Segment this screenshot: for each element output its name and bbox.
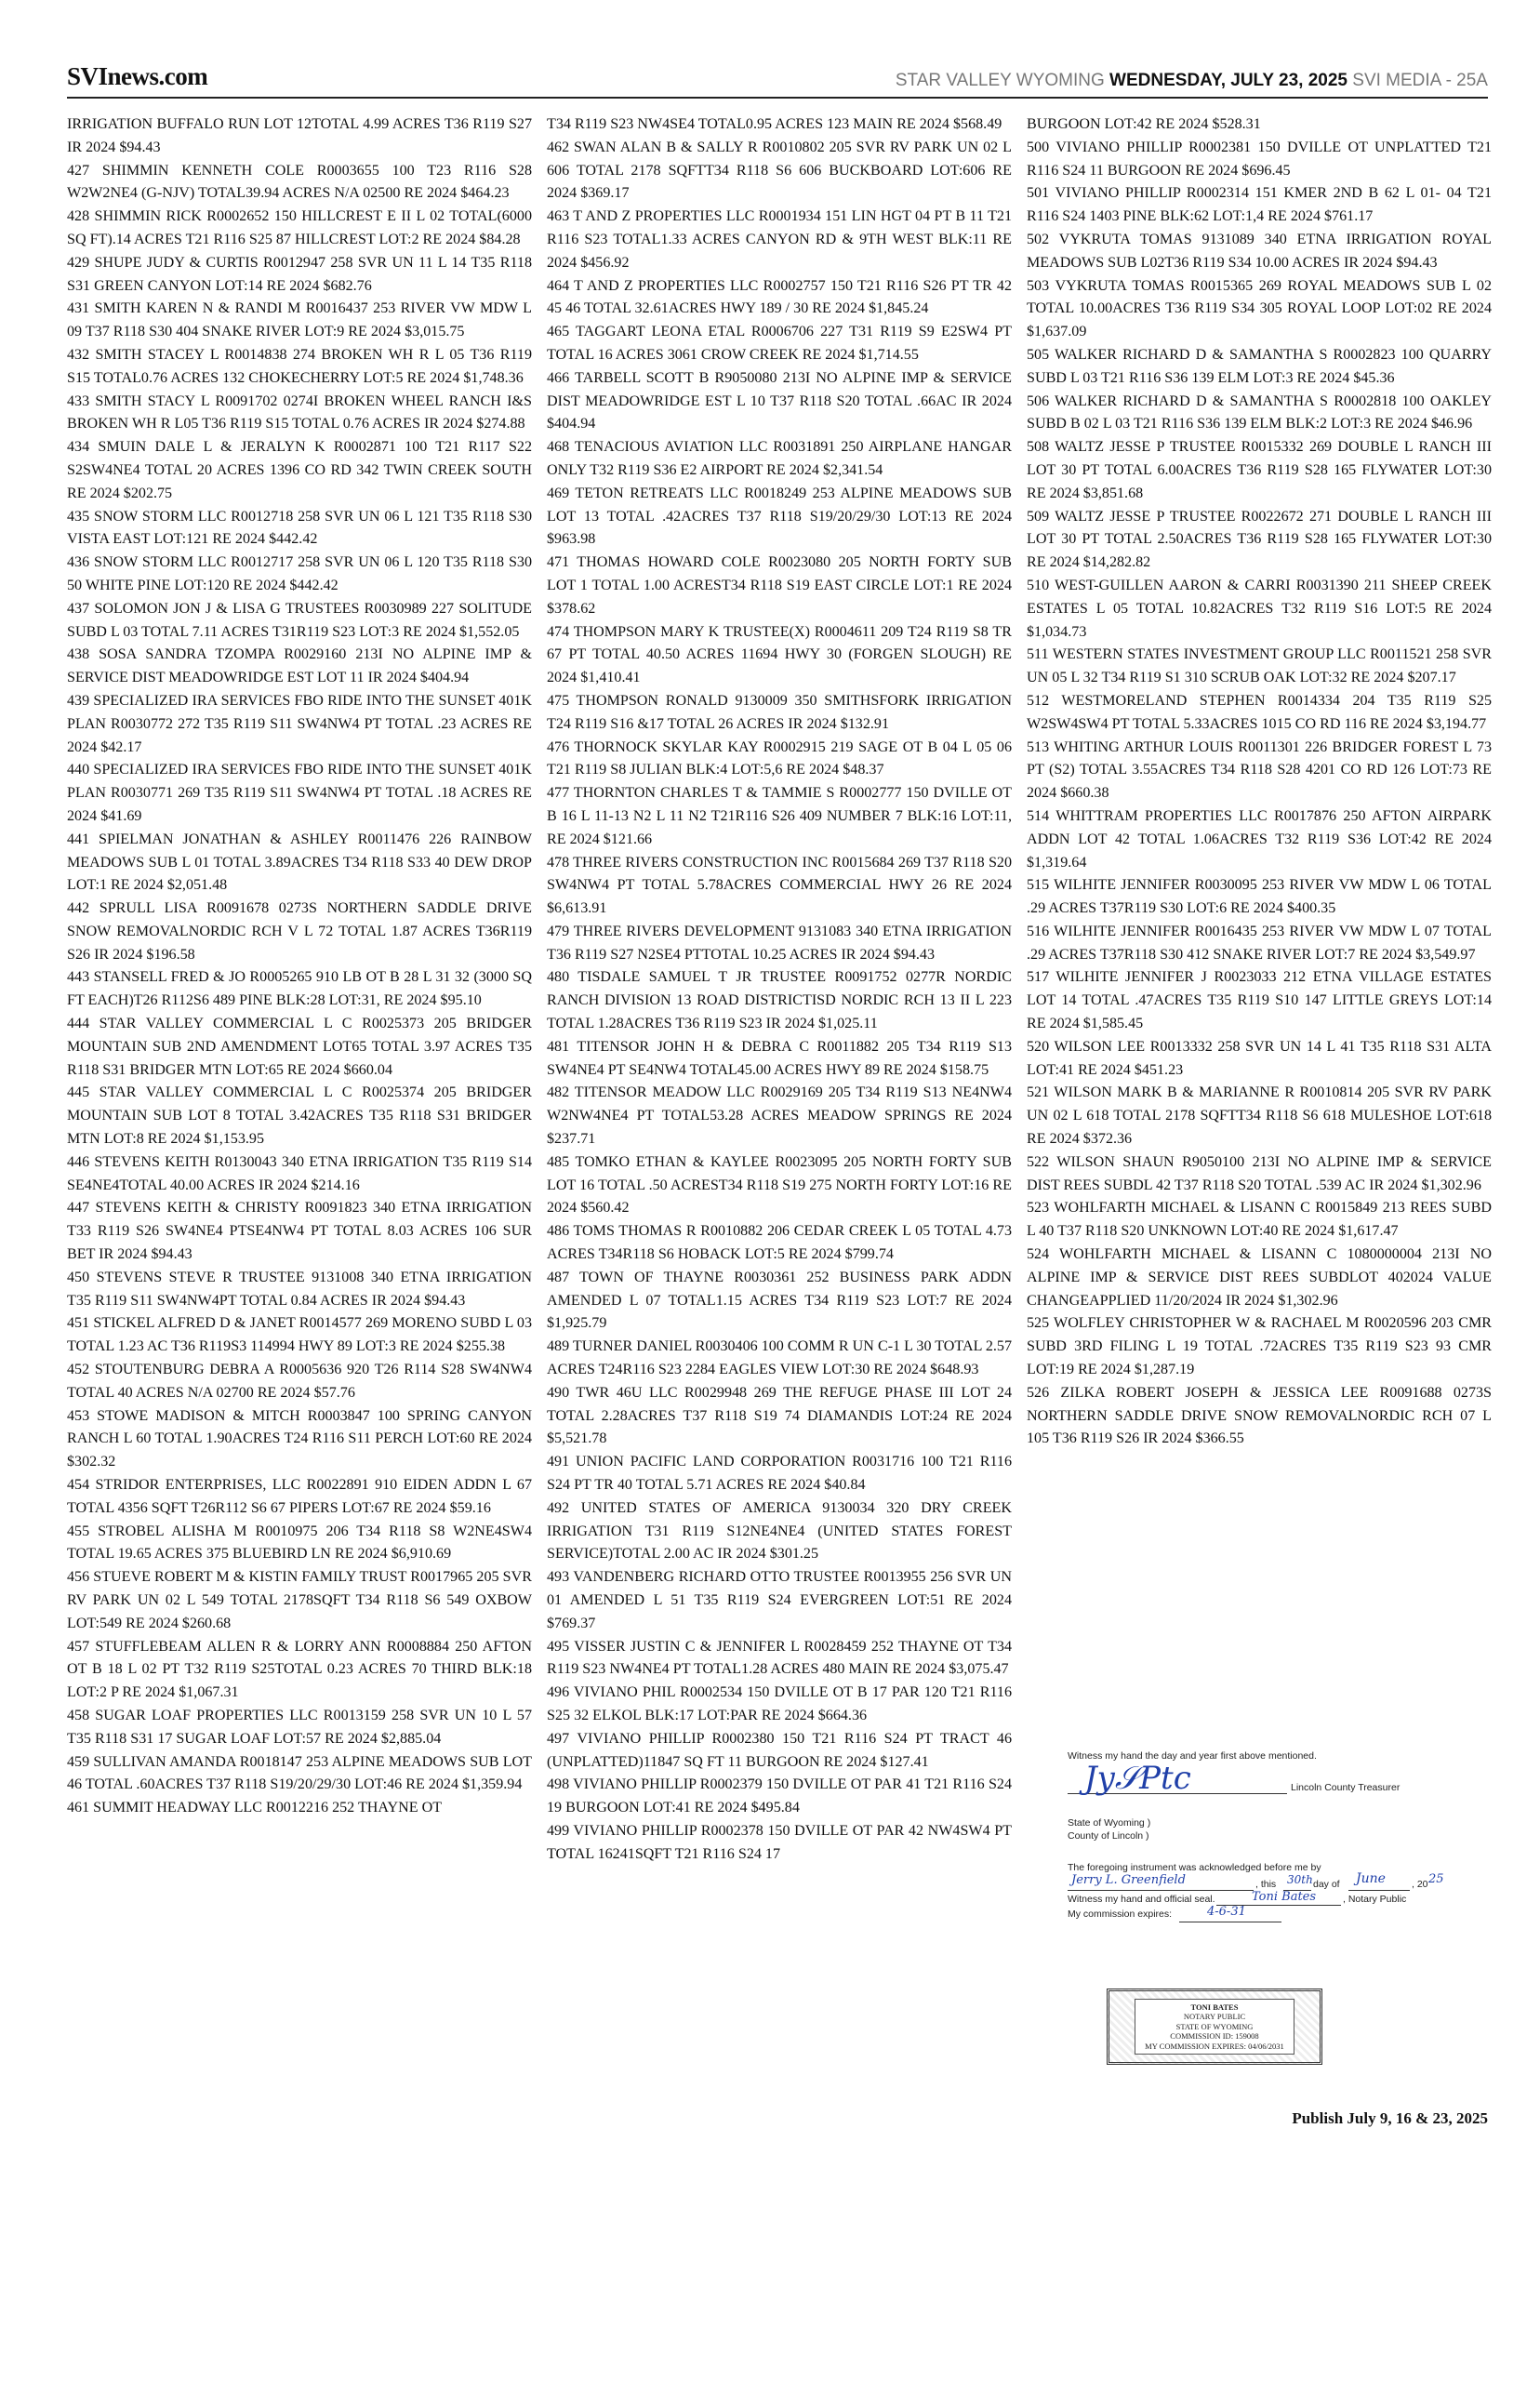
legal-notice-entry: 503 VYKRUTA TOMAS R0015365 269 ROYAL MEADOWS SUB L 02 TOTAL 10.00ACRES T36 R119 S34 305 ROYAL LOOP LOT:02 RE 2024 $1,637.09 — [1027, 277, 1492, 340]
legal-notice-entry: 441 SPIELMAN JONATHAN & ASHLEY R0011476 226 RAINBOW MEADOWS SUB L 01 TOTAL 3.89ACRES T34 R118 S33 40 DEW DROP LOT:1 RE 2024 $2,051.48 — [67, 831, 532, 894]
section-name: STAR VALLEY WYOMING — [895, 71, 1105, 90]
legal-notice-entry: 477 THORNTON CHARLES T & TAMMIE S R0002777 150 DVILLE OT B 16 L 11-13 N2 L 11 N2 T21R116 S26 409 NUMBER 7 BLK:16 LOT:11, RE 2024 $121.66 — [547, 785, 1012, 847]
page-folio — [896, 71, 1488, 91]
legal-notice-entry: 454 STRIDOR ENTERPRISES, LLC R0022891 910 EIDEN ADDN L 67 TOTAL 4356 SQFT T26R112 S6 67 PIPERS LOT:67 RE 2024 $59.16 — [67, 1477, 532, 1516]
notary-stamp — [1107, 1989, 1322, 2065]
legal-notice-entry: 487 TOWN OF THAYNE R0030361 252 BUSINESS PARK ADDN AMENDED L 07 TOTAL1.15 ACRES T34 R119 S23 LOT:7 RE 2024 $1,925.79 — [547, 1269, 1012, 1332]
legal-notice-entry: 478 THREE RIVERS CONSTRUCTION INC R0015684 269 T37 R118 S20 SW4NW4 PT TOTAL 5.78ACRES COMMERCIAL HWY 26 RE 2024 $6,613.91 — [547, 854, 1012, 917]
legal-notice-entry: 517 WILHITE JENNIFER J R0023033 212 ETNA VILLAGE ESTATES LOT 14 TOTAL .47ACRES T35 R119 S10 147 LITTLE GREYS LOT:14 RE 2024 $1,585.45 — [1027, 969, 1492, 1032]
legal-notice-entry: 500 VIVIANO PHILLIP R0002381 150 DVILLE OT UNPLATTED T21 R116 S24 11 BURGOON RE 2024 $696.45 — [1027, 139, 1492, 179]
county-line: County of Lincoln ) — [1068, 1830, 1149, 1842]
year-prefix: , 20 — [1412, 1879, 1428, 1890]
legal-notice-entry: 493 VANDENBERG RICHARD OTTO TRUSTEE R0013955 256 SVR UN 01 AMENDED L 51 T35 R119 S24 EVERGREEN LOT:51 RE 2024 $769.37 — [547, 1569, 1012, 1631]
legal-notice-entry: 458 SUGAR LOAF PROPERTIES LLC R0013159 258 SVR UN 10 L 57 T35 R118 S31 17 SUGAR LOAF LOT:57 RE 2024 $2,885.04 — [67, 1707, 532, 1747]
legal-notice-entry: 505 WALKER RICHARD D & SAMANTHA S R0002823 100 QUARRY SUBD L 03 T21 R116 S36 139 ELM LOT:3 RE 2024 $45.36 — [1027, 346, 1492, 386]
stamp-id: COMMISSION ID: 159008 — [1170, 2031, 1259, 2042]
legal-column-3 — [1027, 113, 1492, 1732]
legal-notice-entry: 446 STEVENS KEITH R0130043 340 ETNA IRRIGATION T35 R119 S14 SE4NE4TOTAL 40.00 ACRES IR 2024 $214.16 — [67, 1153, 532, 1193]
legal-notice-entry: 502 VYKRUTA TOMAS 9131089 340 ETNA IRRIGATION ROYAL MEADOWS SUB L02T36 R119 S34 10.00 ACRES IR 2024 $94.43 — [1027, 231, 1492, 271]
legal-column-2 — [547, 113, 1012, 2350]
legal-notice-entry: 450 STEVENS STEVE R TRUSTEE 9131008 340 ETNA IRRIGATION T35 R119 S11 SW4NW4PT TOTAL 0.84 ACRES IR 2024 $94.43 — [67, 1269, 532, 1309]
legal-notice-entry: 508 WALTZ JESSE P TRUSTEE R0015332 269 DOUBLE L RANCH III LOT 30 PT TOTAL 6.00ACRES T36 R119 S28 165 FLYWATER LOT:30 RE 2024 $3,851.68 — [1027, 439, 1492, 501]
legal-notice-entry: 475 THOMPSON RONALD 9130009 350 SMITHSFORK IRRIGATION T24 R119 S16 &17 TOTAL 26 ACRES IR 2024 $132.91 — [547, 692, 1012, 732]
this-label: , this — [1255, 1879, 1277, 1890]
legal-notice-entry: 486 TOMS THOMAS R R0010882 206 CEDAR CREEK L 05 TOTAL 4.73 ACRES T34R118 S6 HOBACK LOT:5 RE 2024 $799.74 — [547, 1223, 1012, 1263]
legal-notice-entry: 526 ZILKA ROBERT JOSEPH & JESSICA LEE R0091688 0273S NORTHERN SADDLE DRIVE SNOW REMOVALNORDIC RCH 07 L 105 T36 R119 S26 IR 2024 $366.55 — [1027, 1384, 1492, 1447]
legal-notice-entry: 480 TISDALE SAMUEL T JR TRUSTEE R0091752 0277R NORDIC RANCH DIVISION 13 ROAD DISTRICTISD NORDIC RCH 13 II L 223 TOTAL 1.28ACRES T36 R119 S23 IR 2024 $1,025.11 — [547, 969, 1012, 1032]
legal-notice-entry: 438 SOSA SANDRA TZOMPA R0029160 213I NO ALPINE IMP & SERVICE DIST MEADOWRIDGE EST LOT 11 IR 2024 $404.94 — [67, 646, 532, 686]
legal-notice-entry: 443 STANSELL FRED & JO R0005265 910 LB OT B 28 L 31 32 (3000 SQ FT EACH)T26 R112S6 489 PINE BLK:28 LOT:31, RE 2024 $95.10 — [67, 969, 532, 1009]
notary-signature: Toni Bates — [1252, 1890, 1317, 1904]
issue-date: WEDNESDAY, JULY 23, 2025 — [1109, 71, 1348, 90]
day-of-label: day of — [1313, 1879, 1340, 1890]
legal-notice-entry: 511 WESTERN STATES INVESTMENT GROUP LLC R0011521 258 SVR UN 05 L 32 T34 R119 S1 310 SCRUB OAK LOT:32 RE 2024 $207.17 — [1027, 646, 1492, 686]
legal-notice-entry: 453 STOWE MADISON & MITCH R0003847 100 SPRING CANYON RANCH L 60 TOTAL 1.90ACRES T24 R116 S11 PERCH LOT:60 RE 2024 $302.32 — [67, 1407, 532, 1470]
legal-notice-entry: 485 TOMKO ETHAN & KAYLEE R0023095 205 NORTH FORTY SUB LOT 16 TOTAL .50 ACREST34 R118 S19 275 NORTH FORTY LOT:16 RE 2024 $560.42 — [547, 1153, 1012, 1217]
header-rule — [67, 97, 1488, 99]
legal-notice-entry: 515 WILHITE JENNIFER R0030095 253 RIVER VW MDW L 06 TOTAL .29 ACRES T37R119 S30 LOT:6 RE 2024 $400.35 — [1027, 877, 1492, 917]
legal-notice-entry: 444 STAR VALLEY COMMERCIAL L C R0025373 205 BRIDGER MOUNTAIN SUB 2ND AMENDMENT LOT65 TOTAL 3.97 ACRES T35 R118 S31 BRIDGER MTN LOT:65 RE 2024 $660.04 — [67, 1016, 532, 1078]
commission-expires: 4-6-31 — [1207, 1905, 1246, 1919]
legal-notice-entry: 491 UNION PACIFIC LAND CORPORATION R0031716 100 T21 R116 S24 PT TR 40 TOTAL 5.71 ACRES RE 2024 $40.84 — [547, 1454, 1012, 1494]
legal-notice-entry: 506 WALKER RICHARD D & SAMANTHA S R0002818 100 OAKLEY SUBD B 02 L 03 T21 R116 S36 139 ELM BLK:2 LOT:3 RE 2024 $46.96 — [1027, 392, 1492, 432]
legal-notice-entry: 481 TITENSOR JOHN H & DEBRA C R0011882 205 T34 R119 S13 SW4NE4 PT SE4NW4 TOTAL45.00 ACRES HWY 89 RE 2024 $158.75 — [547, 1038, 1012, 1078]
legal-notice-entry: 461 SUMMIT HEADWAY LLC R0012216 252 THAYNE OT — [67, 1800, 443, 1816]
legal-notice-entry: 455 STROBEL ALISHA M R0010975 206 T34 R118 S8 W2NE4SW4 TOTAL 19.65 ACRES 375 BLUEBIRD LN RE 2024 $6,910.69 — [67, 1523, 532, 1563]
legal-notice-entry: 495 VISSER JUSTIN C & JENNIFER L R0028459 252 THAYNE OT T34 R119 S23 NW4NE4 PT TOTAL1.28 ACRES 480 MAIN RE 2024 $3,075.47 — [547, 1638, 1012, 1678]
legal-notice-entry: 442 SPRULL LISA R0091678 0273S NORTHERN SADDLE DRIVE SNOW REMOVALNORDIC RCH V L 72 TOTAL 1.87 ACRES T36R119 S26 IR 2024 $196.58 — [67, 900, 532, 963]
legal-notice-entry: 465 TAGGART LEONA ETAL R0006706 227 T31 R119 S9 E2SW4 PT TOTAL 16 ACRES 3061 CROW CREEK RE 2024 $1,714.55 — [547, 324, 1012, 363]
notary-block — [1068, 1750, 1467, 2095]
acknowledgment-line: The foregoing instrument was acknowledged before me by — [1068, 1862, 1321, 1873]
legal-notice-entry: 510 WEST-GUILLEN AARON & CARRI R0031390 211 SHEEP CREEK ESTATES L 05 TOTAL 10.82ACRES T32 R119 S16 LOT:5 RE 2024 $1,034.73 — [1027, 577, 1492, 640]
legal-notice-entry: 525 WOLFLEY CHRISTOPHER W & RACHAEL M R0020596 203 CMR SUBD 3RD FILING L 19 TOTAL .72ACRES T35 R119 S23 93 CMR LOT:19 RE 2024 $1,287.19 — [1027, 1315, 1492, 1378]
legal-notice-entry: 436 SNOW STORM LLC R0012717 258 SVR UN 06 L 120 T35 R118 S30 50 WHITE PINE LOT:120 RE 2024 $442.42 — [67, 554, 532, 593]
stamp-state: STATE OF WYOMING — [1175, 2021, 1254, 2031]
legal-notice-entry: 439 SPECIALIZED IRA SERVICES FBO RIDE INTO THE SUNSET 401K PLAN R0030772 272 T35 R119 S11 SW4NW4 PT TOTAL .23 ACRES RE 2024 $42.17 — [67, 692, 532, 755]
legal-notice-entry: 459 SULLIVAN AMANDA R0018147 253 ALPINE MEADOWS SUB LOT 46 TOTAL .60ACRES T37 R118 S19/20/29/30 LOT:46 RE 2024 $1,359.94 — [67, 1753, 532, 1793]
legal-notice-entry: 496 VIVIANO PHIL R0002534 150 DVILLE OT B 17 PAR 120 T21 R116 S25 32 ELKOL BLK:17 LOT:PAR RE 2024 $664.36 — [547, 1684, 1012, 1723]
month-line — [1348, 1890, 1410, 1891]
witness-seal-label: Witness my hand and official seal. — [1068, 1894, 1215, 1905]
acknowledger-name: Jerry L. Greenfield — [1071, 1873, 1186, 1887]
legal-notice-entry: 512 WESTMORELAND STEPHEN R0014334 204 T35 R119 S25 W2SW4SW4 PT TOTAL 5.33ACRES 1015 CO RD 116 RE 2024 $3,194.77 — [1027, 692, 1492, 732]
legal-notice-entry: IRRIGATION BUFFALO RUN LOT 12TOTAL 4.99 ACRES T36 R119 S27 IR 2024 $94.43 — [67, 116, 532, 155]
legal-notice-entry: 489 TURNER DANIEL R0030406 100 COMM R UN C-1 L 30 TOTAL 2.57 ACRES T24R116 S23 2284 EAGLES VIEW LOT:30 RE 2024 $648.93 — [547, 1338, 1012, 1378]
legal-notice-entry: T34 R119 S23 NW4SE4 TOTAL0.95 ACRES 123 MAIN RE 2024 $568.49 — [547, 116, 1002, 132]
legal-notice-entry: 468 TENACIOUS AVIATION LLC R0031891 250 AIRPLANE HANGAR ONLY T32 R119 S36 E2 AIRPORT RE 2024 $2,341.54 — [547, 439, 1012, 478]
legal-notice-entry: 447 STEVENS KEITH & CHRISTY R0091823 340 ETNA IRRIGATION T33 R119 S26 SW4NE4 PTSE4NW4 PT TOTAL 8.03 ACRES 106 SUR BET IR 2024 $94.43 — [67, 1200, 532, 1263]
commission-label: My commission expires: — [1068, 1909, 1173, 1920]
legal-notice-entry: 445 STAR VALLEY COMMERCIAL L C R0025374 205 BRIDGER MOUNTAIN SUB LOT 8 TOTAL 3.42ACRES T35 R118 S31 BRIDGER MTN LOT:8 RE 2024 $1,153.95 — [67, 1084, 532, 1148]
legal-notice-entry: 466 TARBELL SCOTT B R9050080 213I NO ALPINE IMP & SERVICE DIST MEADOWRIDGE EST L 10 T37 R118 S20 TOTAL .66AC IR 2024 $404.94 — [547, 369, 1012, 432]
stamp-expires: MY COMMISSION EXPIRES: 04/06/2031 — [1145, 2041, 1284, 2051]
legal-notice-entry: 451 STICKEL ALFRED D & JANET R0014577 269 MORENO SUBD L 03 TOTAL 1.23 AC T36 R119S3 114994 HWY 89 LOT:3 RE 2024 $255.38 — [67, 1315, 532, 1355]
legal-notice-entry: 479 THREE RIVERS DEVELOPMENT 9131083 340 ETNA IRRIGATION T36 R119 S27 N2SE4 PTTOTAL 10.25 ACRES IR 2024 $94.43 — [547, 923, 1012, 963]
legal-notice-entry: 492 UNITED STATES OF AMERICA 9130034 320 DRY CREEK IRRIGATION T31 R119 S12NE4NE4 (UNITED STATES FOREST SERVICE)TOTAL 2.00 AC IR 2024 $301.25 — [547, 1499, 1012, 1563]
legal-notice-entry: 490 TWR 46U LLC R0029948 269 THE REFUGE PHASE III LOT 24 TOTAL 2.28ACRES T37 R118 S19 74 DIAMANDIS LOT:24 RE 2024 $5,521.78 — [547, 1384, 1012, 1447]
legal-notice-entry: 482 TITENSOR MEADOW LLC R0029169 205 T34 R119 S13 NE4NW4 W2NW4NE4 PT TOTAL53.28 ACRES MEADOW SPRINGS RE 2024 $237.71 — [547, 1084, 1012, 1148]
legal-notice-entry: 456 STUEVE ROBERT M & KISTIN FAMILY TRUST R0017965 205 SVR RV PARK UN 02 L 549 TOTAL 2178SQFT T34 R118 S6 549 OXBOW LOT:549 RE 2024 $260.68 — [67, 1569, 532, 1631]
legal-notice-entry: 435 SNOW STORM LLC R0012718 258 SVR UN 06 L 121 T35 R118 S30 VISTA EAST LOT:121 RE 2024 $442.42 — [67, 508, 532, 548]
legal-notice-entry: 463 T AND Z PROPERTIES LLC R0001934 151 LIN HGT 04 PT B 11 T21 R116 S23 TOTAL1.33 ACRES CANYON RD & 9TH WEST BLK:11 RE 2024 $456.92 — [547, 208, 1012, 271]
legal-notice-entry: 462 SWAN ALAN B & SALLY R R0010802 205 SVR RV PARK UN 02 L 606 TOTAL 2178 SQFTT34 R118 S6 606 BUCKBOARD LOT:606 RE 2024 $369.17 — [547, 139, 1012, 202]
legal-notice-entry: 474 THOMPSON MARY K TRUSTEE(X) R0004611 209 T24 R119 S8 TR 67 PT TOTAL 40.50 ACRES 11694 HWY 30 (FORGEN SLOUGH) RE 2024 $1,410.41 — [547, 623, 1012, 686]
legal-notice-entry: 514 WHITTRAM PROPERTIES LLC R0017876 250 AFTON AIRPARK ADDN LOT 42 TOTAL 1.06ACRES T32 R119 S36 LOT:42 RE 2024 $1,319.64 — [1027, 807, 1492, 871]
legal-notice-entry: 437 SOLOMON JON J & LISA G TRUSTEES R0030989 227 SOLITUDE SUBD L 03 TOTAL 7.11 ACRES T31R119 S23 LOT:3 RE 2024 $1,552.05 — [67, 600, 532, 640]
legal-notice-entry: 523 WOHLFARTH MICHAEL & LISANN C R0015849 213 REES SUBD L 40 T37 R118 S20 UNKNOWN LOT:40 RE 2024 $1,617.47 — [1027, 1200, 1492, 1240]
legal-notice-entry: 429 SHUPE JUDY & CURTIS R0012947 258 SVR UN 11 L 14 T35 R118 S31 GREEN CANYON LOT:14 RE 2024 $682.76 — [67, 254, 532, 294]
legal-notice-entry: 520 WILSON LEE R0013332 258 SVR UN 14 L 41 T35 R118 S31 ALTA LOT:41 RE 2024 $451.23 — [1027, 1038, 1492, 1078]
legal-notice-entry: 509 WALTZ JESSE P TRUSTEE R0022672 271 DOUBLE L RANCH III LOT 30 PT TOTAL 2.50ACRES T36 R119 S28 165 FLYWATER LOT:30 RE 2024 $14,282.82 — [1027, 508, 1492, 571]
acknowledger-line — [1068, 1890, 1254, 1891]
legal-notice-entry: 469 TETON RETREATS LLC R0018249 253 ALPINE MEADOWS SUB LOT 13 TOTAL .42ACRES T37 R118 S19/20/29/30 LOT:13 RE 2024 $963.98 — [547, 485, 1012, 548]
ack-day: 30th — [1287, 1873, 1313, 1886]
legal-notice-entry: 471 THOMAS HOWARD COLE R0023080 205 NORTH FORTY SUB LOT 1 TOTAL 1.00 ACREST34 R118 S19 EAST CIRCLE LOT:1 RE 2024 $378.62 — [547, 554, 1012, 617]
legal-notice-entry: 434 SMUIN DALE L & JERALYN K R0002871 100 T21 R117 S22 S2SW4NE4 TOTAL 20 ACRES 1396 CO RD 342 TWIN CREEK SOUTH RE 2024 $202.75 — [67, 439, 532, 501]
legal-notice-entry: 428 SHIMMIN RICK R0002652 150 HILLCREST E II L 02 TOTAL(6000 SQ FT).14 ACRES T21 R116 S25 87 HILLCREST LOT:2 RE 2024 $84.28 — [67, 208, 532, 247]
masthead — [67, 60, 1488, 91]
legal-notice-entry: 431 SMITH KAREN N & RANDI M R0016437 253 RIVER VW MDW L 09 T37 R118 S30 404 SNAKE RIVER LOT:9 RE 2024 $3,015.75 — [67, 300, 532, 340]
legal-notice-entry: 522 WILSON SHAUN R9050100 213I NO ALPINE IMP & SERVICE DIST REES SUBDL 42 T37 R118 S20 TOTAL .539 AC IR 2024 $1,302.96 — [1027, 1153, 1492, 1193]
state-line: State of Wyoming ) — [1068, 1817, 1151, 1829]
legal-notice-entry: 497 VIVIANO PHILLIP R0002380 150 T21 R116 S24 PT TRACT 46 (UNPLATTED)11847 SQ FT 11 BURGOON RE 2024 $127.41 — [547, 1730, 1012, 1770]
legal-notice-entry: 513 WHITING ARTHUR LOUIS R0011301 226 BRIDGER FOREST L 73 PT (S2) TOTAL 3.55ACRES T34 R118 S28 4201 CO RD 126 LOT:73 RE 2024 $660.38 — [1027, 738, 1492, 802]
notary-stamp-text — [1135, 1999, 1294, 2055]
legal-notice-entry: 433 SMITH STACY L R0091702 0274I BROKEN WHEEL RANCH I&S BROKEN WH R L05 T36 R119 S15 TOTAL 0.76 ACRES IR 2024 $274.88 — [67, 392, 532, 432]
ack-month: June — [1356, 1871, 1386, 1886]
legal-notice-entry: 524 WOHLFARTH MICHAEL & LISANN C 1080000004 213I NO ALPINE IMP & SERVICE DIST REES SUBDLOT 402024 VALUE CHANGEAPPLIED 11/20/2024 IR 2024 $1,302.96 — [1027, 1246, 1492, 1309]
legal-notice-entry: 501 VIVIANO PHILLIP R0002314 151 KMER 2ND B 62 L 01- 04 T21 R116 S24 1403 PINE BLK:62 LOT:1,4 RE 2024 $761.17 — [1027, 185, 1492, 225]
legal-column-1 — [67, 113, 532, 2350]
stamp-title: NOTARY PUBLIC — [1183, 2012, 1246, 2022]
stamp-name: TONI BATES — [1190, 2002, 1239, 2012]
site-name: SVInews.com — [67, 62, 208, 90]
legal-notice-entry: 516 WILHITE JENNIFER R0016435 253 RIVER VW MDW L 07 TOTAL .29 ACRES T37R118 S30 412 SNAKE RIVER LOT:7 RE 2024 $3,549.97 — [1027, 923, 1492, 963]
legal-notice-entry: 457 STUFFLEBEAM ALLEN R & LORRY ANN R0008884 250 AFTON OT B 18 L 02 PT T32 R119 S25TOTAL 0.23 ACRES 70 THIRD BLK:18 LOT:2 P RE 2024 $1,067.31 — [67, 1638, 532, 1701]
notary-public-label: , Notary Public — [1343, 1894, 1407, 1905]
page-ref: SVI MEDIA - 25A — [1352, 71, 1488, 90]
treasurer-signature: Jy𝒮Ptc — [1084, 1760, 1191, 1797]
ack-year: 25 — [1428, 1872, 1444, 1886]
legal-notice-entry: 476 THORNOCK SKYLAR KAY R0002915 219 SAGE OT B 04 L 05 06 T21 R119 S8 JULIAN BLK:4 LOT:5,6 RE 2024 $48.37 — [547, 738, 1012, 778]
legal-notice-entry: 498 VIVIANO PHILLIP R0002379 150 DVILLE OT PAR 41 T21 R116 S24 19 BURGOON LOT:41 RE 2024 $495.84 — [547, 1776, 1012, 1816]
legal-notice-entry: 521 WILSON MARK B & MARIANNE R R0010814 205 SVR RV PARK UN 02 L 618 TOTAL 2178 SQFTT34 R118 S6 618 MULESHOE LOT:618 RE 2024 $372.36 — [1027, 1084, 1492, 1148]
legal-notice-entry: 427 SHIMMIN KENNETH COLE R0003655 100 T23 R116 S28 W2W2NE4 (G-NJV) TOTAL39.94 ACRES N/A 02500 RE 2024 $464.23 — [67, 162, 532, 202]
legal-notice-entry: 440 SPECIALIZED IRA SERVICES FBO RIDE INTO THE SUNSET 401K PLAN R0030771 269 T35 R119 S11 SW4NW4 PT TOTAL .18 ACRES RE 2024 $41.69 — [67, 762, 532, 824]
legal-notice-entry: 464 T AND Z PROPERTIES LLC R0002757 150 T21 R116 S26 PT TR 42 45 46 TOTAL 32.61ACRES HWY 189 / 30 RE 2024 $1,845.24 — [547, 277, 1012, 317]
legal-notice-entry: 452 STOUTENBURG DEBRA A R0005636 920 T26 R114 S28 SW4NW4 TOTAL 40 ACRES N/A 02700 RE 2024 $57.76 — [67, 1362, 532, 1401]
treasurer-title: Lincoln County Treasurer — [1291, 1782, 1401, 1793]
legal-notice-entry: 432 SMITH STACEY L R0014838 274 BROKEN WH R L 05 T36 R119 S15 TOTAL0.76 ACRES 132 CHOKECHERRY LOT:5 RE 2024 $1,748.36 — [67, 346, 532, 386]
legal-notice-entry: 499 VIVIANO PHILLIP R0002378 150 DVILLE OT PAR 42 NW4SW4 PT TOTAL 16241SQFT T21 R116 S24 17 — [547, 1822, 1012, 1862]
publish-dates: Publish July 9, 16 & 23, 2025 — [1292, 2109, 1488, 2127]
witness-statement: Witness my hand the day and year first above mentioned. — [1068, 1750, 1317, 1762]
legal-notice-entry: BURGOON LOT:42 RE 2024 $528.31 — [1027, 116, 1261, 132]
